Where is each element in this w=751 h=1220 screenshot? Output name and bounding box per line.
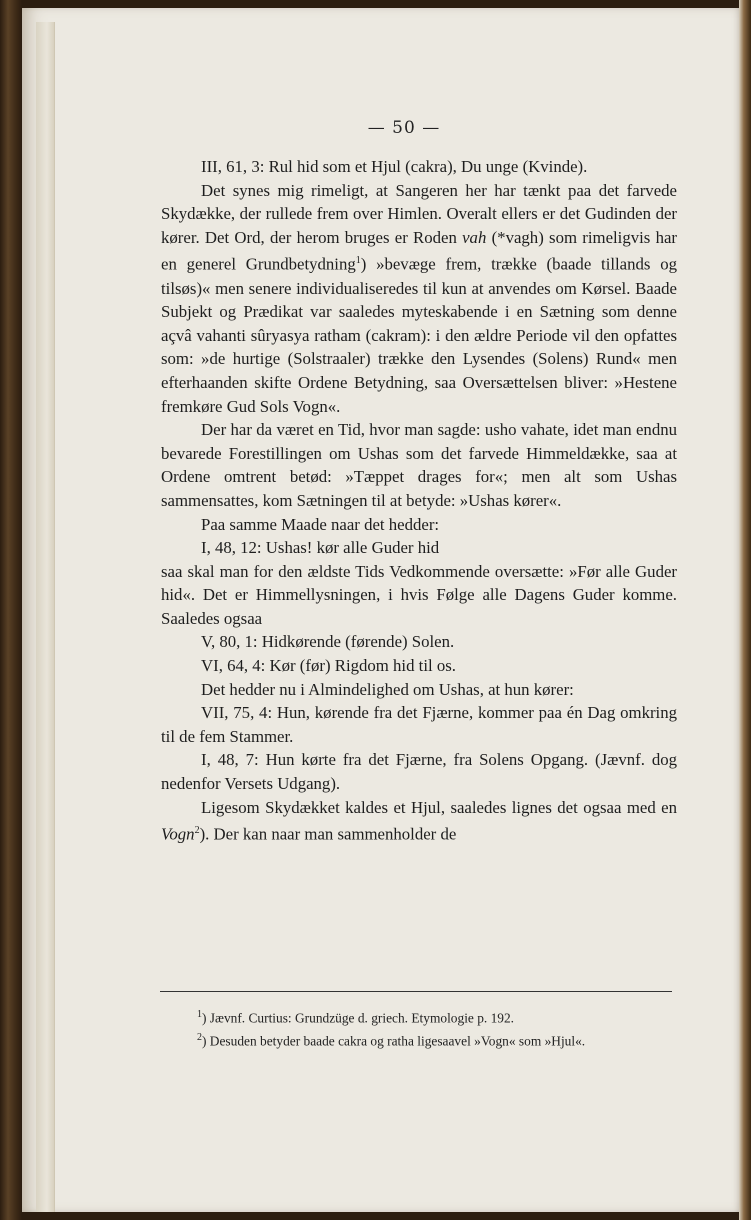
footnote-rule xyxy=(160,991,672,992)
paragraph-2 xyxy=(161,179,677,419)
footnote-ref-1: 1 xyxy=(355,255,361,267)
paragraph-12-part-a: Ligesom Skydækket kaldes et Hjul, saaledes lignes det ogsaa med en xyxy=(201,797,677,817)
paragraph-4: Paa samme Maade naar det hedder: xyxy=(201,514,440,534)
footnote-1-mark: 1 xyxy=(197,1009,202,1020)
footnote-1 xyxy=(161,1005,677,1028)
verse-citation-1: I, 48, 12: Ushas! kør alle Guder hid xyxy=(201,538,440,558)
word-vah: vah xyxy=(462,227,487,247)
footnote-ref-2: 2 xyxy=(194,825,200,837)
verse-citation-5: I, 48, 7: Hun kørte fra det Fjærne, fra Solens Opgang. (Jævnf. dog nedenfor Versets Udgang). xyxy=(161,750,677,794)
paragraph-1: III, 61, 3: Rul hid som et Hjul (cakra), Du unge (Kvinde). xyxy=(201,157,588,176)
footnote-2-mark: 2 xyxy=(197,1032,202,1044)
verse-citation-2: V, 80, 1: Hidkørende (førende) Solen. xyxy=(201,632,455,652)
page-edge xyxy=(36,22,55,1212)
page-number-header: — 50 — xyxy=(367,118,441,138)
verse-citation-3: VI, 64, 4: Kør (før) Rigdom hid til os. xyxy=(201,656,456,676)
paragraph-12-part-b: ). Der kan naar man sammenholder de xyxy=(199,824,457,844)
verse-citation-4: VII, 75, 4: Hun, kørende fra det Fjærne, kommer paa én Dag omkring til de fem Stammer. xyxy=(161,703,677,746)
right-page-edge xyxy=(739,0,751,1220)
footnote-1-text: ) Jævnf. Curtius: Grundzüge d. griech. Etymologie p. 192. xyxy=(202,1010,515,1026)
paragraph-6: saa skal man for den ældste Tids Vedkommende oversætte: »Før alle Guder hid«. Det er Himmellysningen, i hvis Følge alle Dagens Guder komme. Saaledes ogsaa xyxy=(161,561,677,628)
paragraph-3: Der har da været en Tid, hvor man sagde: usho vahate, idet man endnu bevarede Forestillingen om Ushas som det farvede Himmeldække, saa at Ordene omtrent betød: »Tæppet drages for«; men alt som Ushas sammensattes, kom Sætningen til at betyde: »Ushas kører«. xyxy=(161,420,677,510)
footnote-2-text: ) Desuden betyder baade cakra og ratha ligesaavel »Vogn« som »Hjul«. xyxy=(202,1033,586,1049)
footnote-2 xyxy=(161,1028,677,1051)
paragraph-2-part-b: (*vagh) som rimeligvis har en generel Grundbetydning xyxy=(161,227,677,274)
main-text xyxy=(161,155,677,846)
footnotes xyxy=(161,1005,677,1052)
paragraph-2-part-a: Det synes mig rimeligt, at Sangeren her har tænkt paa det farvede Skydække, der rullede frem over Himlen. Overalt ellers er det Gudinden der kører. Det Ord, der herom bruges er Roden xyxy=(161,180,677,247)
paragraph-12 xyxy=(161,796,677,847)
word-vogn: Vogn xyxy=(161,824,195,844)
paragraph-2-part-c: ) »bevæge frem, trække (baade tillands og tilsøs)« men senere individualiseredes til kun at anvendes om Kørsel. Baade Subjekt og Prædikat var saaledes myteskabende i en Sætning som denne açvâ vahanti sûryasya ratham (cakram): i den ældre Periode vil den opfattes som: »de hurtige (Solstraaler) trække den Lysendes (Solens) Rund« men efterhaanden skifte Ordene Betydning, saa Oversættelsen bliver: »Hestene fremkøre Gud Sols Vogn«. xyxy=(161,254,677,416)
paragraph-9: Det hedder nu i Almindelighed om Ushas, at hun kører: xyxy=(201,679,574,699)
